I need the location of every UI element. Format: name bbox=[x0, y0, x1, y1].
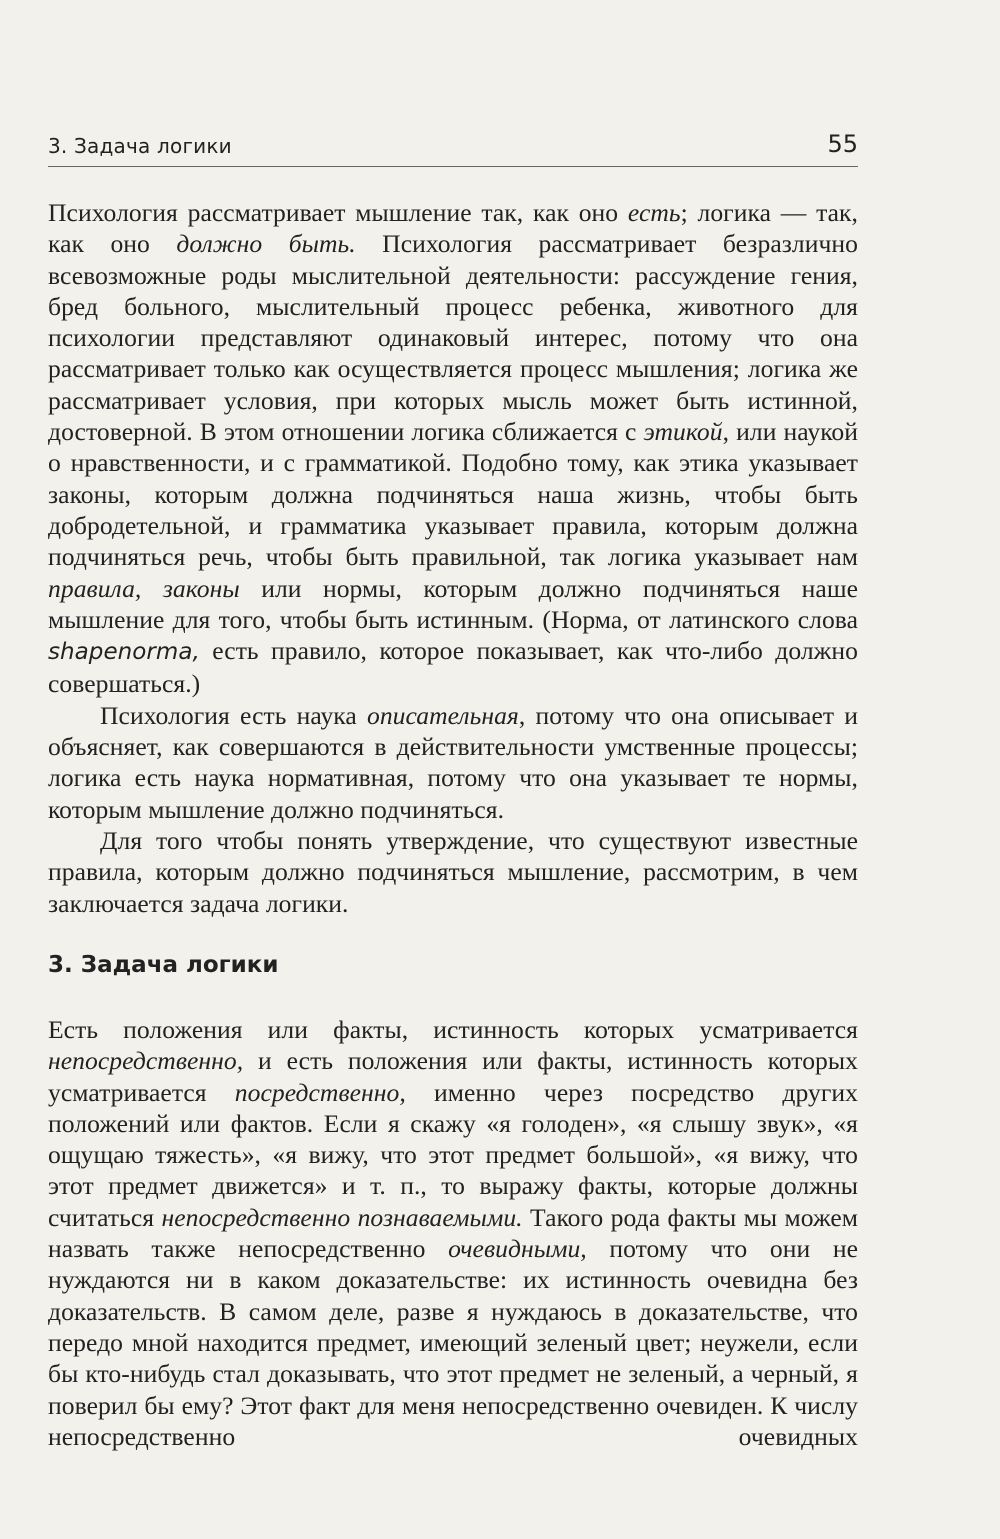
text-block-bottom bbox=[48, 1014, 858, 1452]
paragraph-immediate-facts: Есть положения или факты, истинность которых усматривается непосредственно, и есть положения или факты, истинность которых усматривается посредственно, именно через посредство других положений или фактов. Если я скажу «я голоден», «я слышу звук», «я ощущаю тяжесть», «я вижу, что этот предмет большой», «я вижу, что этот предмет движется» и т. п., то выражу факты, которые должны считаться непосредственно познаваемыми. Такого рода факты мы можем назвать также непосредственно очевидными, потому что они не нуждаются ни в каком доказательстве: их истинность очевидна без доказательств. В самом деле, разве я нуждаюсь в доказательстве, что передо мной находится предмет, имеющий зеленый цвет; неужели, если бы кто-нибудь стал доказывать, что этот предмет не зеленый, а черный, я поверил бы ему? Этот факт для меня непосредственно очевиден. К числу непосредственно очевидных bbox=[48, 1015, 859, 1451]
paragraph-psychology-vs-logic: Психология рассматривает мышление так, как оно есть; логика — так, как оно должно быть. Психология рассматривает безразлично всевозможные роды мыслительной деятельности: рассуждение гения, бред больного, мыслительный процесс ребенка, животного для психологии представляют одинаковый интерес, потому что она рассматривает только как осуществляется процесс мышления; логика же рассматривает условия, при которых мысль может быть истинной, достоверной. В этом отношении логика сближается с этикой, или наукой о нравственности, и с грамматикой. Подобно тому, как этика указывает законы, которым должна подчиняться наша жизнь, чтобы быть добродетельной, и грамматика указывает правила, которым должна подчиняться речь, чтобы быть правильной, так логика указывает нам правила, законы или нормы, которым должно подчиняться наше мышление для того, чтобы быть истинным. (Норма, от латинского слова shapenorma, есть правило, которое показывает, как что-либо должно совершаться.) bbox=[48, 198, 858, 699]
text-block-top bbox=[48, 197, 858, 919]
running-header bbox=[48, 126, 858, 167]
section-heading: 3. Задача логики bbox=[48, 952, 279, 978]
paragraph-transition: Для того чтобы понять утверждение, что существуют известные правила, которым должно подчиняться мышление, рассмотрим, в чем заключается задача логики. bbox=[48, 825, 858, 918]
running-title: 3. Задача логики bbox=[48, 134, 232, 158]
paragraph-descriptive-science: Психология есть наука описательная, потому что она описывает и объясняет, как совершаются в действительности умственные процессы; логика есть наука нормативная, потому что она указывает те нормы, которым мышление должно подчиняться. bbox=[48, 700, 859, 824]
page-number: 55 bbox=[827, 130, 858, 158]
